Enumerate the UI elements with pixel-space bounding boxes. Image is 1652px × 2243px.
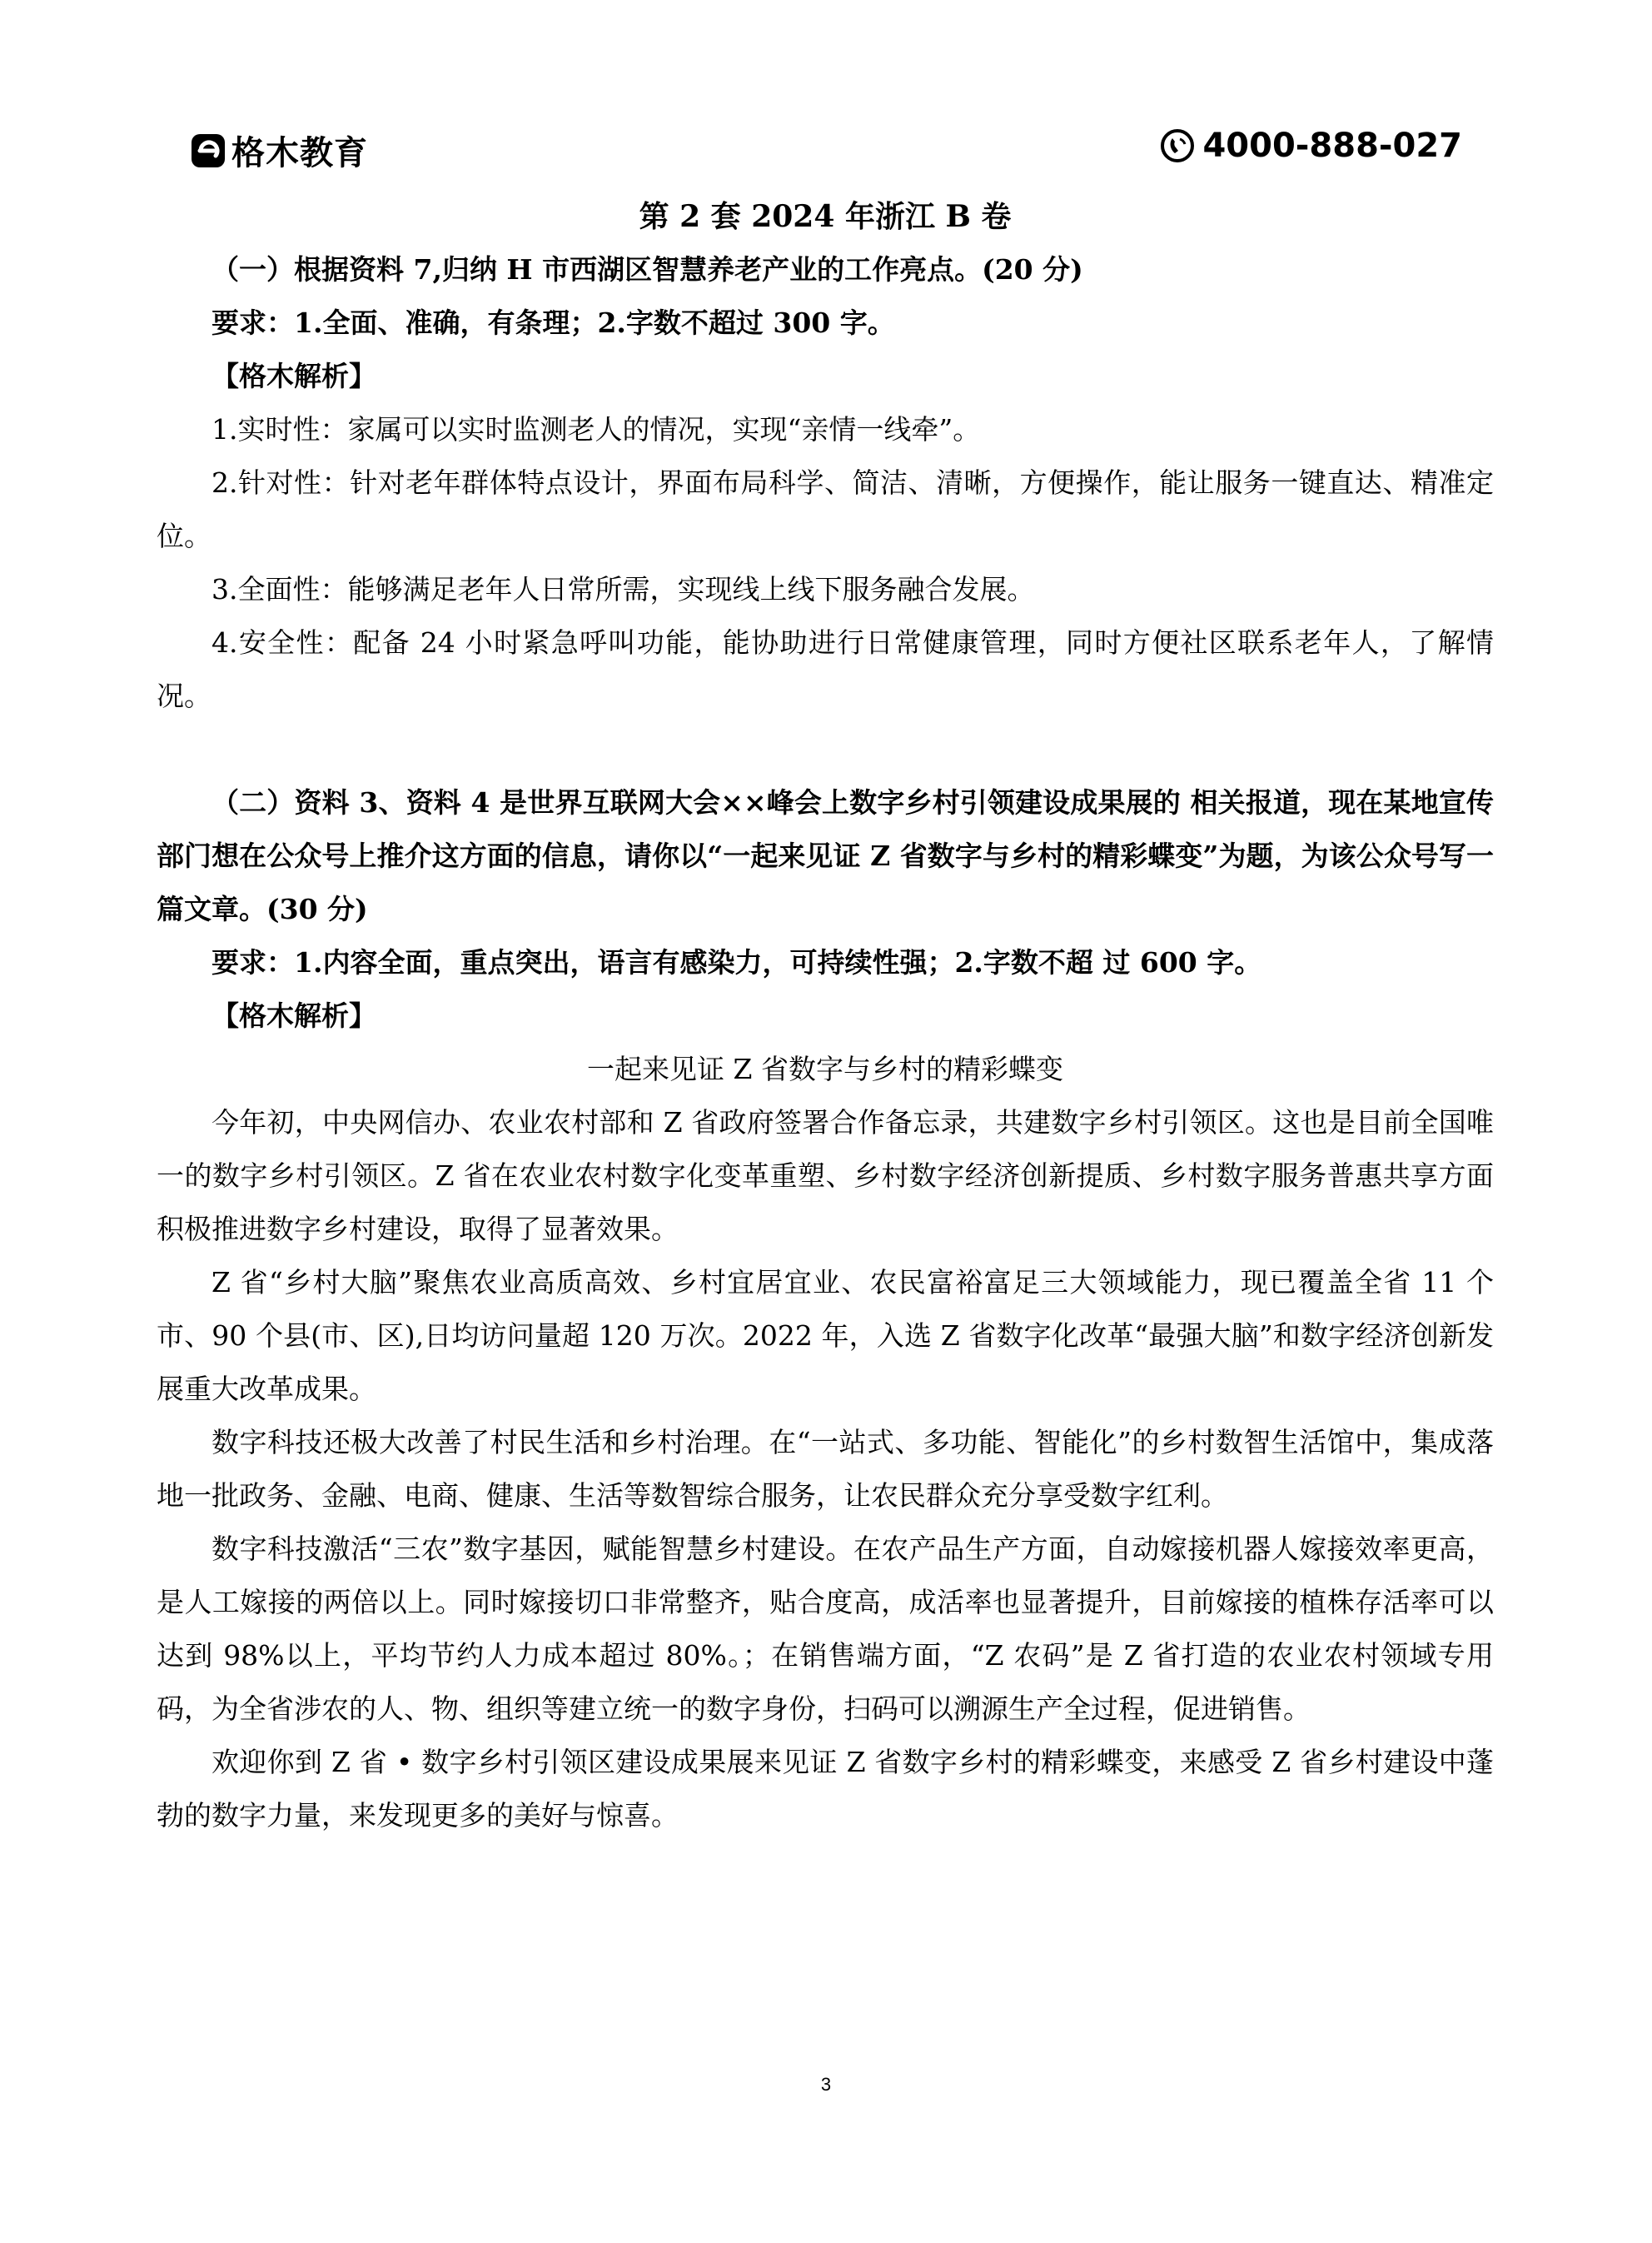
hotline-number: 4000-888-027: [1202, 127, 1462, 165]
article-paragraph-2: Z 省“乡村大脑”聚焦农业高质高效、乡村宜居宜业、农民富裕富足三大领域能力，现已覆盖全省 11 个市、90 个县(市、区),日均访问量超 120 万次。2022 年，入选 Z 省数字化改革“最强大脑”和数字经济创新发展重大改革成果。: [157, 1266, 1494, 1405]
article-paragraph-1: 今年初，中央网信办、农业农村部和 Z 省政府签署合作备忘录，共建数字乡村引领区。这也是目前全国唯一的数字乡村引领区。Z 省在农业农村数字化变革重塑、乡村数字经济创新提质、乡村数字服务普惠共享方面积极推进数字乡村建设，取得了显著效果。: [157, 1106, 1494, 1245]
article-title: 一起来见证 Z 省数字与乡村的精彩蝶变: [587, 1053, 1063, 1085]
brand: [190, 127, 368, 174]
q1-analysis-label: 【格木解析】: [211, 360, 376, 392]
q2-requirement: 要求：1.内容全面，重点突出，语言有感染力，可持续性强；2.字数不超 过 600 字。: [211, 946, 1262, 979]
q2-analysis-label: 【格木解析】: [211, 999, 376, 1032]
document-body: [157, 190, 1494, 1842]
page-number: 3: [820, 2074, 832, 2095]
page-header: [190, 127, 1462, 180]
article-paragraph-5: 欢迎你到 Z 省 • 数字乡村引领区建设成果展来见证 Z 省数字乡村的精彩蝶变，来感受 Z 省乡村建设中蓬勃的数字力量，来发现更多的美好与惊喜。: [157, 1746, 1494, 1832]
q2-question: （二）资料 3、资料 4 是世界互联网大会××峰会上数字乡村引领建设成果展的 相关报道，现在某地宣传部门想在公众号上推介这方面的信息，请你以“一起来见证 Z 省数字与乡村的精彩蝶变”为题，为该公众号写一篇文章。(30 分): [157, 786, 1494, 925]
section-gap: [157, 723, 1494, 776]
q1-answer-2: 2.针对性：针对老年群体特点设计，界面布局科学、简洁、清晰，方便操作，能让服务一键直达、精准定位。: [157, 466, 1494, 552]
q1-answer-3: 3.全面性：能够满足老年人日常所需，实现线上线下服务融合发展。: [211, 573, 1035, 606]
q1-requirement: 要求：1.全面、准确，有条理；2.字数不超过 300 字。: [211, 307, 895, 339]
hotline: [1159, 127, 1462, 165]
article-paragraph-4: 数字科技激活“三农”数字基因，赋能智慧乡村建设。在农产品生产方面，自动嫁接机器人嫁接效率更高，是人工嫁接的两倍以上。同时嫁接切口非常整齐，贴合度高，成活率也显著提升，目前嫁接的植株存活率可以达到 98%以上，平均节约人力成本超过 80%。；在销售端方面，“Z 农码”是 Z 省打造的农业农村领域专用码，为全省涉农的人、物、组织等建立统一的数字身份，扫码可以溯源生产全过程，促进销售。: [157, 1533, 1494, 1725]
q1-answer-1: 1.实时性：家属可以实时监测老人的情况，实现“亲情一线牵”。: [211, 413, 981, 446]
phone-icon: [1159, 127, 1196, 164]
q1-answer-4: 4.安全性：配备 24 小时紧急呼叫功能，能协助进行日常健康管理，同时方便社区联系老年人，了解情况。: [157, 626, 1494, 712]
brand-name: 格木教育: [231, 134, 368, 172]
article-paragraph-3: 数字科技还极大改善了村民生活和乡村治理。在“一站式、多功能、智能化”的乡村数智生活馆中，集成落地一批政务、金融、电商、健康、生活等数智综合服务，让农民群众充分享受数字红利。: [157, 1426, 1494, 1512]
q1-question: （一）根据资料 7,归纳 H 市西湖区智慧养老产业的工作亮点。(20 分): [211, 253, 1083, 286]
e-logo-icon: [190, 132, 226, 169]
doc-title: 第 2 套 2024 年浙江 B 卷: [639, 199, 1012, 234]
